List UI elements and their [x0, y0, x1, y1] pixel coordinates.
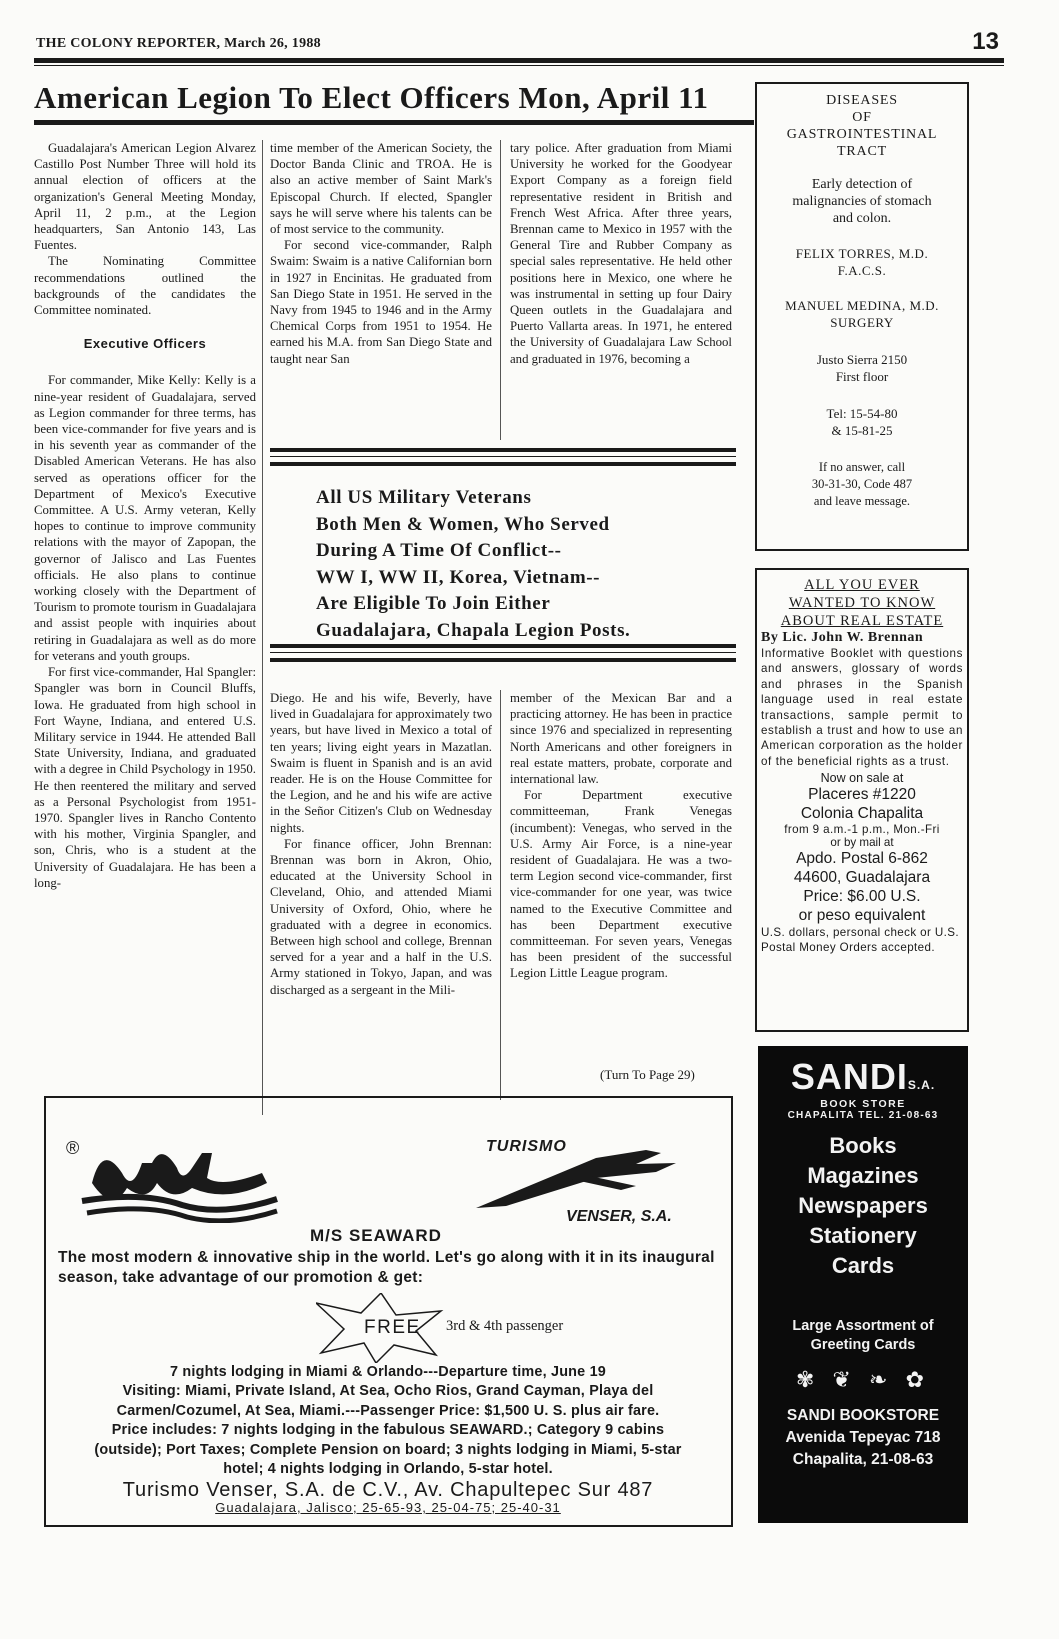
phone-line: Tel: 15-54-80: [826, 406, 898, 421]
column-rule: [500, 690, 501, 1100]
cruise-promotion-ad: [44, 1096, 733, 1527]
booklet-mail: or by mail at: [830, 836, 894, 850]
booklet-title-line: ALL YOU EVER: [804, 577, 920, 593]
ship-description: The most modern & innovative ship in the world. Let's go along with it in its inaugural season, take advantage of our promotion & get:: [58, 1249, 715, 1286]
continued-jump-line: (Turn To Page 29): [600, 1067, 695, 1082]
paragraph: For first vice-commander, Hal Spangler: Spangler was born in Council Bluffs, Iowa. He graduated from high school in Fort Wayne, Indiana, and entered U.S. Military service in 1944. He attended Ball State University, Indiana, and graduated with a degree in Child Psychology in 1950. He then reentered the military and served as a Personal Psychologist from 1951-1970. Spangler lives in Rancho Contento with his mother, Virginia Spangler, and son, Chris, who is a student at the University of Guadalajara. He has been a long-: [34, 665, 256, 890]
ad-title-line: GASTROINTESTINAL: [786, 127, 938, 142]
notice-line: WW I, WW II, Korea, Vietnam--: [316, 566, 601, 588]
product-item: Cards: [831, 1253, 895, 1278]
sandi-logo: [758, 1056, 968, 1098]
sandi-logo-text: SANDI: [790, 1056, 908, 1097]
article-column-1: [34, 140, 256, 1115]
booklet-peso: or peso equivalent: [798, 907, 926, 925]
ad-text-line: malignancies of stomach: [792, 194, 932, 209]
ad-text-line: and colon.: [832, 211, 892, 226]
details-line: 7 nights lodging in Miami & Orlando---Departure time, June 19: [170, 1364, 606, 1380]
doctor-credentials: SURGERY: [830, 315, 894, 330]
notice-line: Guadalajara, Chapala Legion Posts.: [316, 619, 631, 641]
booklet-title-line: ABOUT REAL ESTATE: [780, 613, 944, 629]
sandi-footer: [758, 1405, 968, 1471]
booklet-author: By Lic. John W. Brennan: [761, 630, 924, 645]
notice-line: Both Men & Women, Who Served: [316, 513, 610, 535]
note-line: If no answer, call: [818, 460, 906, 474]
free-note: 3rd & 4th passenger: [446, 1318, 564, 1334]
registered-mark: ®: [66, 1138, 80, 1158]
details-line: hotel; 4 nights lodging in Orlando, 5-star hotel.: [223, 1461, 553, 1478]
box-rule-bottom-thin: [270, 652, 736, 653]
gastro-clinic-ad: [755, 82, 969, 551]
note-line: 30-31-30, Code 487: [811, 477, 913, 491]
doctor-2: [757, 297, 967, 331]
sandi-subtitle: BOOK STORE: [820, 1098, 906, 1110]
booklet-title-line: WANTED TO KNOW: [788, 595, 936, 611]
booklet-payment: U.S. dollars, personal check or U.S. Postal Money Orders accepted.: [761, 926, 960, 955]
notice-line: During A Time Of Conflict--: [316, 540, 562, 561]
paragraph: member of the Mexican Bar and a practicing attorney. He has been in practice since 1976 and specialized in representing North Americans and other foreigners in real estate matters, probate, corporate and international law.: [510, 691, 732, 787]
store-address: Avenida Tepeyac 718: [785, 1429, 941, 1446]
sandi-bookstore-ad: [758, 1046, 968, 1523]
address-line: First floor: [835, 369, 889, 384]
booklet-hours: from 9 a.m.-1 p.m., Mon.-Fri: [784, 823, 940, 837]
booklet-place: Colonia Chapalita: [800, 805, 924, 823]
paragraph: For finance officer, John Brennan: Brennan was born in Akron, Ohio, educated at the University School in Cleveland, Ohio, and attended Miami University of Oxford, Ohio, where he graduated with a degree in economics. Between high school and college, Brennan served for a year and a half in the U.S. Army stationed in Tokyo, Japan, and was discharged as a sergeant in the Mili-: [270, 836, 492, 997]
notice-line: All US Military Veterans: [316, 487, 532, 508]
paragraph: Diego. He and his wife, Beverly, have lived in Guadalajara for approximately two years, but have lived in Mexico a total of ten years; living eight years in Mazatlan. Swaim is fluent in Spanish and is an avid reader. He is on the House Committee for the Legion, and he and his wife are active in the Señor Citizen's Club on Wednesday nights.: [270, 691, 492, 835]
article-column-3-continued: [510, 690, 732, 1115]
box-rule-top-thin: [270, 456, 736, 457]
paragraph: For second vice-commander, Ralph Swaim: Swaim is a native Californian born in 1927 in Encinitas. He graduated from San Diego State in 1951. He served in the Navy from 1945 to 1946 and in the Army Chemical Corps from 1951 to 1954. He earned his M.A. from San Diego State and taught near San: [270, 238, 492, 366]
clinic-address: [757, 351, 967, 385]
subhead-executive-officers: Executive Officers: [83, 336, 207, 352]
ad-title-line: TRACT: [837, 144, 887, 159]
booklet-title: [757, 576, 967, 630]
agency-name: Turismo Venser, S.A. de C.V., Av. Chapultepec Sur 487: [122, 1479, 654, 1501]
sandi-product-list: [758, 1131, 968, 1281]
greeting-line: Large Assortment of: [792, 1318, 934, 1334]
details-line: Visiting: Miami, Private Island, At Sea, Ocho Rios, Grand Cayman, Playa del: [122, 1383, 654, 1400]
paragraph: The Nominating Committee recommendations outlined the backgrounds of the candidates the Committee nominated.: [34, 254, 256, 318]
ad-title-line: DISEASES: [826, 93, 898, 108]
veterans-notice: [316, 485, 736, 644]
paragraph: time member of the American Society, the Doctor Banda Clinic and TROA. He is also an active member of Saint Mark's Episcopal Church. If elected, Spangler says he will serve where his talents can be of most service to the community.: [270, 141, 492, 237]
ad-description: [757, 176, 967, 227]
clinic-phone: [757, 405, 967, 439]
venser-text: VENSER, S.A.: [566, 1208, 672, 1225]
cruise-details: [52, 1363, 724, 1479]
product-item: Books: [829, 1133, 897, 1158]
turismo-venser-logo: [446, 1128, 686, 1229]
booklet-sale: Now on sale at: [820, 771, 904, 786]
address-line: Justo Sierra 2150: [816, 352, 908, 367]
details-line: (outside); Port Taxes; Complete Pension on board; 3 nights lodging in Miami, 5-star: [94, 1441, 682, 1458]
turismo-text: TURISMO: [486, 1138, 567, 1155]
free-label: FREE: [364, 1317, 421, 1338]
product-item: Newspapers: [798, 1193, 928, 1218]
column-rule: [500, 140, 501, 440]
booklet-price: Price: $6.00 U.S.: [803, 888, 921, 906]
butterfly-ornament-icon: ✾ ❦ ❧ ✿: [795, 1367, 931, 1392]
doctor-name: FELIX TORRES, M.D.: [795, 246, 929, 261]
product-item: Magazines: [807, 1163, 919, 1188]
details-line: Price includes: 7 nights lodging in the fabulous SEAWARD.; Category 9 cabins: [111, 1422, 665, 1439]
paragraph: Guadalajara's American Legion Alvarez Castillo Post Number Three will hold its annual election of officers at the organization's General Meeting Monday, April 11, 2 p.m., at the Legion headquarters, San Antonio 143, Las Fuentes.: [34, 141, 256, 253]
booklet-postal: 44600, Guadalajara: [793, 869, 931, 887]
headline-rule: [34, 120, 754, 125]
ad-text-line: Early detection of: [811, 177, 913, 192]
doctor-name: MANUEL MEDINA, M.D.: [785, 298, 939, 313]
store-name: SANDI BOOKSTORE: [786, 1407, 940, 1424]
details-line: Carmen/Cozumel, At Sea, Miami.---Passenger Price: $1,500 U. S. plus air fare.: [116, 1402, 660, 1419]
booklet-place: Placeres #1220: [808, 786, 916, 804]
phone-line: & 15-81-25: [831, 423, 893, 438]
ad-title: [757, 92, 967, 160]
notice-line: Are Eligible To Join Either: [316, 593, 551, 614]
box-rule-top-2: [270, 462, 736, 466]
product-item: Stationery: [809, 1223, 917, 1248]
paragraph: tary police. After graduation from Miami University he worked for the Goodyear Export Company as a foreign field representative resident in British and French West Africa. After three years, Brennan came to Mexico in 1957 with the General Tire and Rubber Company as special sales representative. He held other positions here in Mexico, one where he was instrumental in setting up four Dairy Queen outlets in the Guadalajara and Puerto Vallarta areas. In 1971, he entered the University of Guadalajara Law School and graduated in 1976, becoming a: [510, 141, 732, 366]
greeting-line: Greeting Cards: [810, 1337, 916, 1353]
masthead-rule: [34, 58, 1004, 63]
booklet-postal: Apdo. Postal 6-862: [796, 850, 928, 868]
sandi-logo-suffix: S.A.: [907, 1078, 936, 1092]
ship-name: M/S SEAWARD: [310, 1226, 442, 1245]
booklet-description: Informative Booklet with questions and answers, glossary of words and phrases in the Spanish language used in real estate transactions, sample permit to establish a trust and how to use an American corporation as the holder of the beneficial rights as a trust.: [761, 647, 963, 768]
paragraph: For Department executive committeeman, Frank Venegas (incumbent): Venegas, who served in the U.S. Army Air Force, is a nine-year resident of Guadalajara. He was a two-term Legion second vice-commander, first vice-commander for one year, was twice named to the Executive Committee and has been Department executive committeeman. For seven years, Venegas has been president of the successful Legion Little League program.: [510, 788, 732, 981]
real-estate-booklet-ad: [755, 568, 969, 1032]
box-rule-bottom-2: [270, 658, 736, 662]
sandi-location: CHAPALITA TEL. 21-08-63: [787, 1110, 939, 1121]
ad-title-line: OF: [852, 110, 872, 125]
doctor-1: [757, 245, 967, 279]
article-column-3: [510, 140, 732, 440]
masthead: THE COLONY REPORTER, March 26, 1988: [36, 36, 321, 51]
clinic-note: [757, 459, 967, 510]
note-line: and leave message.: [813, 494, 911, 508]
box-rule-bottom: [270, 644, 736, 648]
column-rule: [262, 140, 263, 1115]
article-column-2-continued: [270, 690, 492, 1115]
store-city: Chapalita, 21-08-63: [792, 1451, 934, 1468]
article-headline: American Legion To Elect Officers Mon, April 11: [34, 80, 709, 115]
doctor-credentials: F.A.C.S.: [837, 263, 887, 278]
page-number: 13: [972, 28, 999, 55]
ncl-wave-logo-icon: [62, 1133, 282, 1223]
article-column-2: [270, 140, 492, 440]
box-rule-top: [270, 448, 736, 452]
paragraph: For commander, Mike Kelly: Kelly is a nine-year resident of Guadalajara, served as Legion commander for three terms, has been vice-commander for five years and is in his seventh year as commander of the Disabled American Veterans. He has also served as operations officer for the Department of Mexico's Executive Committee. A U.S. Army veteran, Kelly hopes to continue to improve community relations with the mayor of Zapopan, the governor of Jalisco and Las Fuentes officials. He also plans to continue working closely with the Department of Tourism to promote tourism in Guadalajara and assist people with inquiries about retiring in Guadalajara as well as do more for veterans and youth groups.: [34, 373, 256, 663]
sandi-greeting-cards: [758, 1317, 968, 1355]
masthead-rule-thin: [34, 65, 1004, 66]
agency-address: Guadalajara, Jalisco; 25-65-93, 25-04-75; 25-40-31: [215, 1500, 561, 1515]
